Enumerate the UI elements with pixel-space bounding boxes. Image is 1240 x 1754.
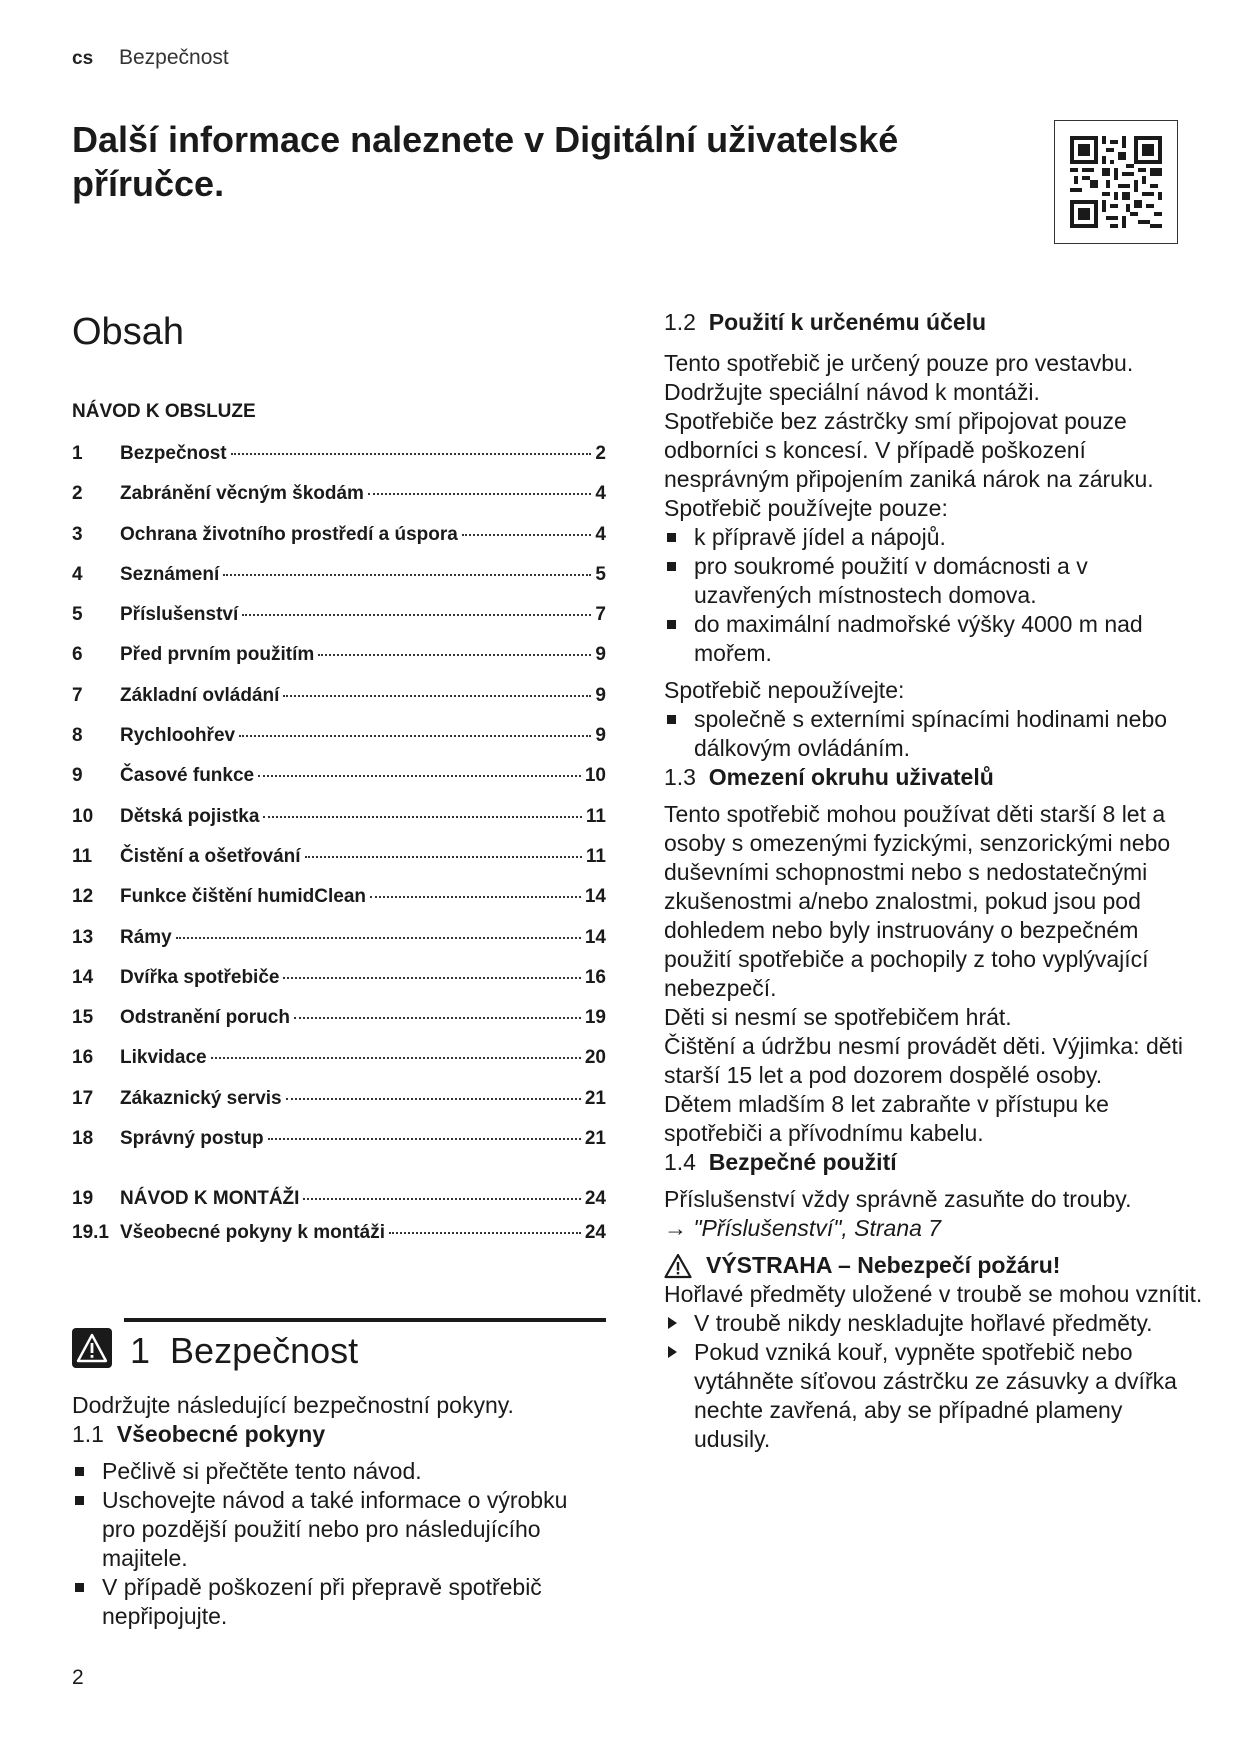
toc-item[interactable] [72,685,606,725]
toc-leader [263,816,582,818]
warning-triangle-icon [664,1253,692,1279]
qr-code-icon [1070,136,1162,228]
subsection-number: 1.4 [664,1149,696,1175]
toc-label: Časové funkce [120,765,255,787]
toc-leader [305,856,582,858]
toc-number: 7 [72,684,83,706]
toc-number: 19.1 [72,1222,109,1244]
paragraph: Spotřebič nepoužívejte: [664,677,905,703]
toc-page: 14 [584,886,606,908]
list-item: V případě poškození při přepravě spotřebič nepřipojujte. [72,1573,606,1631]
warning-heading [664,1251,1204,1280]
toc-label: Zabránění věcným škodám [120,483,364,505]
toc-number: 9 [72,765,83,787]
toc-label: Příslušenství [120,604,239,626]
toc-leader [176,937,581,939]
running-header [72,46,229,70]
toc-item[interactable] [72,806,606,846]
toc-leader [258,775,581,777]
toc-label: Bezpečnost [120,443,227,464]
right-column [664,308,1204,1454]
toc-number: 11 [72,845,93,867]
section-1-body [72,1391,606,1631]
paragraph: Spotřebič používejte pouze: [664,495,948,521]
toc-item[interactable] [72,1088,606,1128]
toc-label: Ochrana životního prostředí a úspora [120,523,458,545]
subsection-title: Použití k určenému účelu [708,309,987,335]
toc-leader [211,1057,581,1059]
section-number: 1 [130,1330,151,1371]
toc-number: 4 [72,563,83,585]
section-title [130,1330,358,1372]
toc-item[interactable] [72,765,606,805]
toc-item[interactable] [72,927,606,967]
forbidden-uses-list [664,705,1204,763]
warning-icon [72,1328,112,1368]
toc-label: Před prvním použitím [120,644,315,666]
toc-item[interactable] [72,846,606,886]
toc-number: 8 [72,725,83,747]
paragraph: Spotřebiče bez zástrčky smí připojovat pouze odborníci s koncesí. V případě poškození nesprávným připojením zaniká nárok na záruku. [664,408,1154,492]
toc-page: 21 [584,1128,606,1150]
toc-leader [283,977,580,979]
toc-number: 14 [72,966,94,988]
toc-label: NÁVOD K MONTÁŽI [120,1188,300,1210]
toc-item-install-sub[interactable] [72,1222,606,1256]
toc-leader [370,896,581,898]
page-title: Další informace naleznete v Digitální uživatelské příručce. [72,119,899,204]
cross-reference-link[interactable]: → "Příslušenství", Strana 7 [664,1215,942,1241]
toc-item[interactable] [72,524,606,564]
toc-page: 9 [595,684,606,706]
toc-leader [303,1198,580,1200]
toc-leader [294,1017,581,1019]
toc-page: 24 [584,1222,606,1244]
toc-item[interactable] [72,1047,606,1087]
toc-number: 12 [72,886,94,908]
toc-number: 18 [72,1128,94,1150]
allowed-uses-list [664,523,1204,668]
paragraph: Tento spotřebič je určený pouze pro vestavbu. Dodržujte speciální návod k montáži. [664,350,1134,405]
toc-number: 19 [72,1188,94,1210]
toc-page: 4 [595,523,606,545]
toc-number: 3 [72,523,83,545]
toc-item[interactable] [72,644,606,684]
toc-item[interactable] [72,886,606,926]
subsection-title: Bezpečné použití [708,1149,897,1175]
general-instructions-list [72,1457,606,1631]
toc-number: 13 [72,926,94,948]
section-rule [124,1318,606,1322]
toc-leader [268,1138,581,1140]
list-item: k přípravě jídel a nápojů. [664,523,1204,552]
subsection-number: 1.1 [72,1421,104,1447]
toc-page: 11 [585,845,606,867]
toc-label: Všeobecné pokyny k montáži [120,1222,386,1244]
toc-item-install[interactable] [72,1188,606,1222]
toc-page: 16 [584,966,606,988]
list-item: pro soukromé použití v domácnosti a v uzavřených místnostech domova. [664,552,1204,610]
toc-number: 2 [72,483,83,505]
toc-label: Zákaznický servis [120,1087,282,1109]
list-item: společně s externími spínacími hodinami nebo dálkovým ovládáním. [664,705,1204,763]
toc-item[interactable] [72,1128,606,1168]
subsection-number: 1.3 [664,764,696,790]
toc-leader [283,695,591,697]
header-section: Bezpečnost [118,46,229,69]
toc-leader [318,654,591,656]
toc-leader [368,493,591,495]
qr-code[interactable] [1054,120,1178,244]
toc-number: 15 [72,1007,94,1029]
toc-leader [286,1098,581,1100]
toc-number: 17 [72,1087,94,1109]
toc-column [72,308,606,1256]
toc-page: 21 [584,1087,606,1109]
toc-leader [223,574,591,576]
subsection-heading [664,1148,1204,1177]
toc-item[interactable] [72,725,606,765]
toc-leader [389,1232,581,1234]
toc-number: 6 [72,644,83,666]
subsection-title: Omezení okruhu uživatelů [708,764,994,790]
toc-page: 10 [584,765,606,787]
toc-label: Správný postup [120,1128,264,1150]
toc-page: 11 [585,805,606,827]
list-item: Pečlivě si přečtěte tento návod. [72,1457,606,1486]
toc-number: 1 [72,443,83,464]
subsection-heading [664,763,1204,792]
toc-page: 9 [595,644,606,666]
toc-label: Rámy [120,926,172,948]
toc-label: Odstranění poruch [120,1007,290,1029]
toc-item[interactable] [72,443,606,483]
subsection-title: Všeobecné pokyny [116,1421,326,1447]
toc-number: 5 [72,604,83,626]
paragraph: Příslušenství vždy správně zasuňte do trouby. [664,1186,1132,1212]
action-item: Pokud vzniká kouř, vypněte spotřebič nebo vytáhněte síťovou zástrčku ze zásuvky a dvířka nechte zavřená, aby se případné plameny udusily. [664,1338,1204,1454]
toc-subheading: NÁVOD K OBSLUZE [72,401,256,422]
toc-label: Základní ovládání [120,684,280,706]
action-list [664,1309,1204,1454]
toc-label: Likvidace [120,1047,207,1069]
toc-list [72,443,606,1256]
toc-label: Dětská pojistka [120,805,260,827]
paragraph: Děti si nesmí se spotřebičem hrát. [664,1004,1012,1030]
toc-number: 10 [72,805,94,827]
toc-page: 4 [595,483,606,505]
list-item: Uschovejte návod a také informace o výrobku pro pozdější použití nebo pro následujícího majitele. [72,1486,606,1573]
toc-page: 5 [595,563,606,585]
toc-page: 2 [595,443,606,464]
toc-label: Dvířka spotřebiče [120,966,280,988]
page-number: 2 [72,1666,84,1689]
toc-leader [242,614,591,616]
toc-page: 20 [584,1047,606,1069]
toc-number: 16 [72,1047,94,1069]
section-heading [72,1318,606,1378]
paragraph: Tento spotřebič mohou používat děti starší 8 let a osoby s omezenými fyzickými, senzorickými nebo duševními schopnostmi nebo s nedostatečnými zkušenostmi a/nebo znalostmi, pokud jsou pod dohledem nebo byly instruovány o bezpečném použití spotřebiče a pochopily z toho vyplývající nebezpečí. [664,801,1171,1001]
toc-label: Rychloohřev [120,725,236,747]
toc-leader [231,453,592,455]
toc-item[interactable] [72,564,606,604]
language-code: cs [72,48,94,69]
toc-page: 9 [595,725,606,747]
toc-leader [239,735,591,737]
list-item: do maximální nadmořské výšky 4000 m nad mořem. [664,610,1204,668]
toc-label: Funkce čištění humidClean [120,886,366,908]
toc-heading: Obsah [72,311,184,353]
toc-page: 14 [584,926,606,948]
toc-item[interactable] [72,967,606,1007]
toc-leader [462,534,592,536]
warning-text: VÝSTRAHA – Nebezpečí požáru! [706,1252,1061,1278]
toc-page: 24 [584,1188,606,1210]
paragraph: Hořlavé předměty uložené v troubě se mohou vznítit. [664,1281,1203,1307]
toc-page: 19 [584,1007,606,1029]
toc-label: Čistění a ošetřování [120,845,301,867]
subsection-heading [664,308,1204,337]
toc-item[interactable] [72,483,606,523]
toc-item[interactable] [72,1007,606,1047]
section-title-text: Bezpečnost [170,1330,359,1371]
subsection-number: 1.2 [664,309,696,335]
paragraph: Dětem mladším 8 let zabraňte v přístupu ke spotřebiči a přívodnímu kabelu. [664,1091,1109,1146]
paragraph: Čištění a údržbu nesmí provádět děti. Výjimka: děti starší 15 let a pod dozorem dospělé osoby. [664,1033,1184,1088]
toc-page: 7 [595,604,606,626]
toc-label: Seznámení [120,563,220,585]
action-item: V troubě nikdy neskladujte hořlavé předměty. [664,1309,1204,1338]
section-intro: Dodržujte následující bezpečnostní pokyny. [72,1392,514,1418]
subsection-heading [72,1420,606,1449]
toc-item[interactable] [72,604,606,644]
